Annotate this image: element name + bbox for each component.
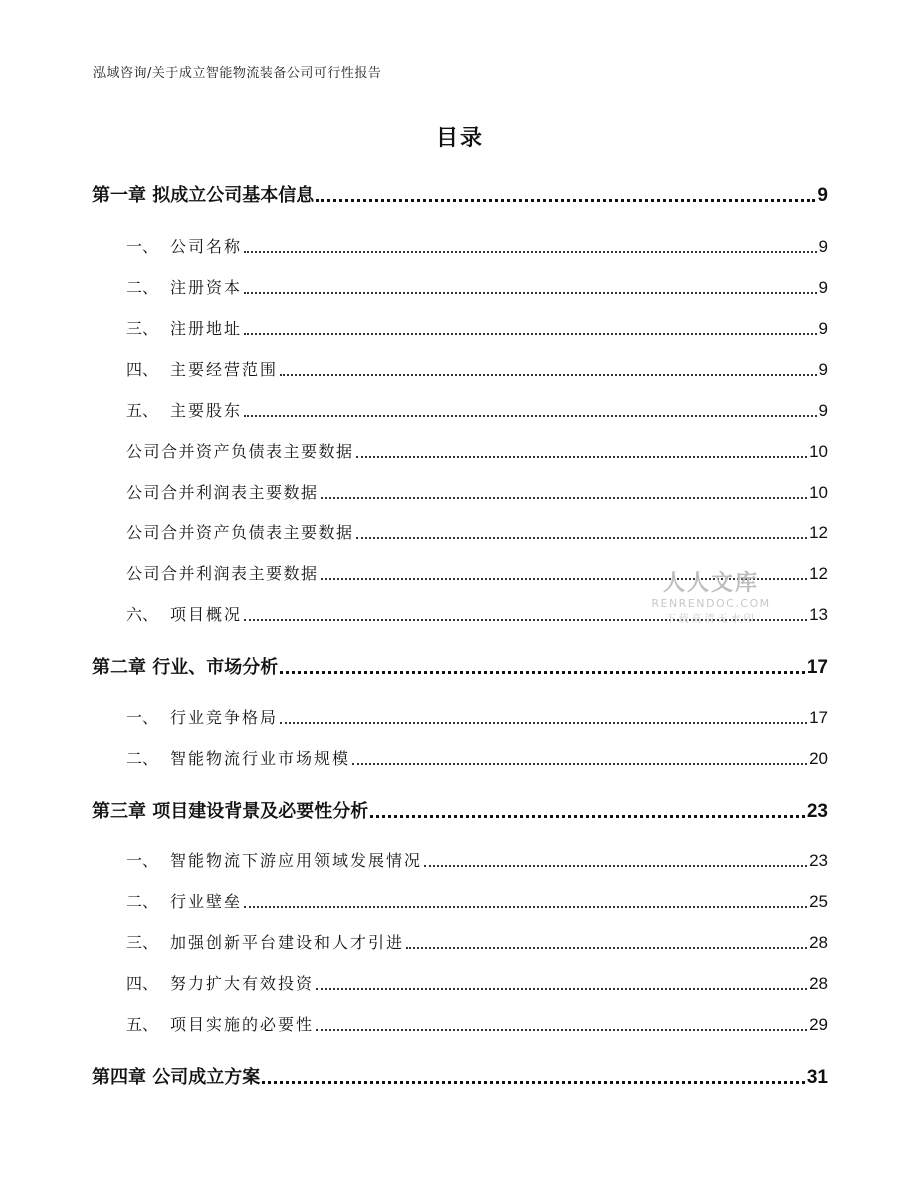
- toc-page-number: 10: [809, 483, 828, 502]
- toc-entry-text: 加强创新平台建设和人才引进: [170, 933, 405, 952]
- toc-page-number: 9: [818, 237, 828, 256]
- toc-chapter-entry[interactable]: [92, 797, 828, 823]
- toc-entry-text: 努力扩大有效投资: [170, 974, 315, 993]
- toc-entry-text: 主要股东: [170, 401, 243, 420]
- dot-leader: [244, 245, 817, 253]
- toc-section-entry[interactable]: [126, 705, 828, 728]
- toc-entry-text: 公司合并资产负债表主要数据: [126, 523, 354, 542]
- toc-title: 目录: [435, 126, 484, 151]
- toc-section-entry[interactable]: [126, 480, 828, 503]
- toc-entry-text: 注册资本: [170, 278, 243, 297]
- toc-entry-label: [126, 398, 242, 421]
- toc-section-entry[interactable]: [126, 889, 828, 912]
- dot-leader: [280, 716, 807, 724]
- toc-entry-label: [126, 234, 242, 257]
- toc-page-number: 9: [818, 278, 828, 297]
- toc-entry-number: 一、: [126, 237, 159, 256]
- toc-section-entry[interactable]: [126, 848, 828, 871]
- toc-page-number: 23: [806, 801, 828, 822]
- dot-leader: [316, 982, 807, 990]
- dot-leader: [244, 409, 817, 417]
- toc-entry-label: [126, 889, 242, 912]
- toc-section-entry[interactable]: [126, 234, 828, 257]
- toc-entry-number: 二、: [126, 892, 159, 911]
- dot-leader: [370, 809, 805, 818]
- toc-page-number: 9: [818, 360, 828, 379]
- dot-leader: [244, 900, 807, 908]
- toc-section-entry[interactable]: [126, 602, 828, 625]
- dot-leader: [352, 757, 807, 765]
- toc-page-number: 31: [806, 1067, 828, 1088]
- toc-entry-label: [126, 1012, 314, 1035]
- toc-section-entry[interactable]: [126, 275, 828, 298]
- toc-page-number: 9: [818, 319, 828, 338]
- dot-leader: [406, 941, 807, 949]
- toc-section-entry[interactable]: [126, 930, 828, 953]
- document-header: 泓域咨询/关于成立智能物流装备公司可行性报告: [93, 66, 382, 81]
- toc-entry-number: 四、: [126, 974, 159, 993]
- toc-entry-label: [92, 1063, 260, 1089]
- dot-leader: [244, 327, 817, 335]
- toc-entry-label: [126, 520, 354, 543]
- toc-entry-label: [126, 316, 242, 339]
- toc-section-entry[interactable]: [126, 398, 828, 421]
- toc-page-number: 20: [809, 749, 828, 768]
- toc-entry-number: 六、: [126, 605, 159, 624]
- toc-page-number: 9: [817, 185, 828, 206]
- toc-entry-text: 第二章 行业、市场分析: [92, 657, 279, 678]
- toc-entry-label: [126, 705, 278, 728]
- toc-section-entry[interactable]: [126, 357, 828, 380]
- toc-section-entry[interactable]: [126, 316, 828, 339]
- toc-entry-label: [126, 275, 242, 298]
- toc-page-number: 10: [809, 442, 828, 461]
- toc-page-number: 25: [809, 892, 828, 911]
- dot-leader: [244, 286, 817, 294]
- toc-page-number: 9: [818, 401, 828, 420]
- toc-entry-text: 项目概况: [170, 605, 243, 624]
- toc-entry-number: 一、: [126, 851, 159, 870]
- toc-entry-number: 四、: [126, 360, 159, 379]
- toc-entry-label: [126, 602, 242, 625]
- dot-leader: [316, 193, 815, 202]
- toc-entry-number: 一、: [126, 708, 159, 727]
- toc-entry-text: 行业竞争格局: [170, 708, 279, 727]
- watermark-domain: RENRENDOC.COM: [651, 597, 771, 610]
- toc-entry-number: 三、: [126, 933, 159, 952]
- dot-leader: [280, 665, 805, 674]
- dot-leader: [280, 368, 817, 376]
- toc-entry-text: 公司合并利润表主要数据: [126, 483, 319, 502]
- toc-entry-label: [92, 797, 368, 823]
- dot-leader: [356, 531, 808, 539]
- toc-page-number: 28: [809, 933, 828, 952]
- toc-entry-text: 智能物流行业市场规模: [170, 749, 351, 768]
- dot-leader: [424, 859, 807, 867]
- toc-entry-number: 五、: [126, 1015, 159, 1034]
- dot-leader: [244, 613, 807, 621]
- toc-page-number: 17: [806, 657, 828, 678]
- toc-entry-label: [92, 653, 278, 679]
- toc-section-entry[interactable]: [126, 746, 828, 769]
- dot-leader: [356, 450, 808, 458]
- toc-chapter-entry[interactable]: [92, 653, 828, 679]
- dot-leader: [321, 572, 808, 580]
- toc-entry-label: [92, 181, 314, 207]
- toc-entry-number: 五、: [126, 401, 159, 420]
- toc-section-entry[interactable]: [126, 520, 828, 543]
- toc-entry-text: 注册地址: [170, 319, 243, 338]
- toc-entry-label: [126, 480, 319, 503]
- toc-entry-label: [126, 561, 319, 584]
- toc-page-number: 29: [809, 1015, 828, 1034]
- toc-section-entry[interactable]: [126, 1012, 828, 1035]
- toc-entry-label: [126, 971, 314, 994]
- toc-page-number: 13: [809, 605, 828, 624]
- toc-section-entry[interactable]: [126, 439, 828, 462]
- toc-entry-label: [126, 848, 422, 871]
- toc-chapter-entry[interactable]: [92, 181, 828, 207]
- toc-page-number: 28: [809, 974, 828, 993]
- toc-section-entry[interactable]: [126, 561, 828, 584]
- toc-entry-text: 行业壁垒: [170, 892, 243, 911]
- toc-entry-number: 二、: [126, 749, 159, 768]
- watermark-name: 人人文库: [662, 571, 759, 596]
- toc-entry-number: 三、: [126, 319, 159, 338]
- toc-entry-text: 主要经营范围: [170, 360, 279, 379]
- toc-entry-text: 第四章 公司成立方案: [92, 1067, 261, 1088]
- toc-page-number: 12: [809, 523, 828, 542]
- toc-entry-text: 项目实施的必要性: [170, 1015, 315, 1034]
- toc-entry-text: 公司名称: [170, 237, 243, 256]
- dot-leader: [316, 1023, 807, 1031]
- toc-entry-text: 第一章 拟成立公司基本信息: [92, 185, 315, 206]
- toc-entry-label: [126, 746, 350, 769]
- toc-entry-text: 第三章 项目建设背景及必要性分析: [92, 801, 369, 822]
- toc-chapter-entry[interactable]: [92, 1063, 828, 1089]
- toc-entry-label: [126, 439, 354, 462]
- toc-page-number: 17: [809, 708, 828, 727]
- dot-leader: [262, 1075, 805, 1084]
- dot-leader: [321, 491, 808, 499]
- toc-page-number: 23: [809, 851, 828, 870]
- toc-entry-text: 智能物流下游应用领域发展情况: [170, 851, 423, 870]
- toc-entry-label: [126, 930, 404, 953]
- toc-page-number: 12: [809, 564, 828, 583]
- toc-section-entry[interactable]: [126, 971, 828, 994]
- toc-entry-text: 公司合并资产负债表主要数据: [126, 442, 354, 461]
- toc-entry-number: 二、: [126, 278, 159, 297]
- watermark-tagline: 下载高清无水印: [665, 614, 757, 625]
- toc-entry-label: [126, 357, 278, 380]
- toc-entry-text: 公司合并利润表主要数据: [126, 564, 319, 583]
